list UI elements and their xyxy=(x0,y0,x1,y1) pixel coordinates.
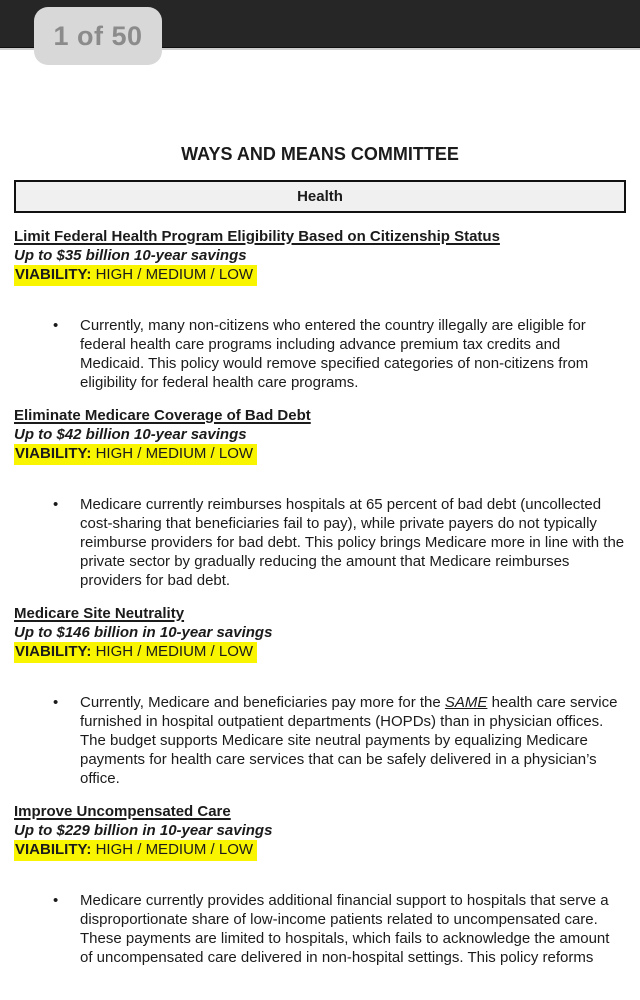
viability-label: VIABILITY: xyxy=(15,643,92,660)
policy-viability xyxy=(14,840,626,861)
policy-bullet xyxy=(14,495,626,590)
policy-viability xyxy=(14,444,626,465)
policy-heading: Improve Uncompensated Care xyxy=(14,803,231,820)
page-indicator-text: 1 of 50 xyxy=(53,20,143,51)
document-page xyxy=(0,143,640,967)
viability-highlight xyxy=(14,642,257,663)
bullet-text-emphasis: SAME xyxy=(444,694,488,711)
document-title: WAYS AND MEANS COMMITTEE xyxy=(181,144,459,164)
policy-savings: Up to $146 billion in 10-year savings xyxy=(14,624,273,641)
bullet-text-post: health care service furnished in hospital outpatient departments (HOPDs) than in physician offices. The budget supports Medicare site neutral payments by equalizing Medicare payments for health care services that can be safely delivered in a physician’s office. xyxy=(80,694,618,787)
policy-item xyxy=(14,604,626,788)
policy-viability xyxy=(14,642,626,663)
viability-label: VIABILITY: xyxy=(15,445,92,462)
policy-item xyxy=(14,406,626,590)
policy-heading: Medicare Site Neutrality xyxy=(14,605,185,622)
policy-bullet xyxy=(14,693,626,788)
viability-label: VIABILITY: xyxy=(15,841,92,858)
bullet-text xyxy=(80,316,626,392)
bullet-text-pre: Currently, many non-citizens who entered the country illegally are eligible for federal health care programs including advance premium tax credits and Medicaid. This policy would remove specified categories of non-citizens from eligibility for federal health care programs. xyxy=(80,317,589,391)
section-header-box xyxy=(14,180,626,213)
policy-bullet xyxy=(14,316,626,392)
policy-item xyxy=(14,802,626,967)
policy-bullet xyxy=(14,891,626,967)
bullet-text-pre: Medicare currently provides additional financial support to hospitals that serve a disproportionate share of low-income patients related to uncompensated care. These payments are limited to hospitals, which fails to acknowledge the amount of uncompensated care delivered in non-hospital settings. This policy reforms xyxy=(80,892,610,966)
viability-label: VIABILITY: xyxy=(15,266,92,283)
policy-savings: Up to $35 billion 10-year savings xyxy=(14,247,247,264)
viability-highlight xyxy=(14,265,257,286)
policy-viability xyxy=(14,265,626,286)
viability-options: HIGH / MEDIUM / LOW xyxy=(95,266,254,283)
bullet-text-pre: Medicare currently reimburses hospitals at 65 percent of bad debt (uncollected cost-sharing that beneficiaries fail to pay), while private payers do not typically reimburse providers for bad debt. This policy brings Medicare more in line with the private sector by gradually reducing the amount that Medicare reimburses providers for bad debt. xyxy=(80,496,625,589)
bullet-icon xyxy=(53,693,80,788)
section-header-label: Health xyxy=(297,188,343,205)
viability-highlight xyxy=(14,444,257,465)
bullet-text xyxy=(80,891,626,967)
bullet-text xyxy=(80,495,626,590)
bullet-text xyxy=(80,693,626,788)
bullet-text-pre: Currently, Medicare and beneficiaries pay more for the xyxy=(80,694,445,711)
policy-item xyxy=(14,227,626,392)
policy-savings: Up to $42 billion 10-year savings xyxy=(14,426,247,443)
viability-options: HIGH / MEDIUM / LOW xyxy=(95,445,254,462)
policy-heading: Limit Federal Health Program Eligibility Based on Citizenship Status xyxy=(14,228,500,245)
bullet-icon xyxy=(53,316,80,392)
policy-heading: Eliminate Medicare Coverage of Bad Debt xyxy=(14,407,311,424)
policy-savings: Up to $229 billion in 10-year savings xyxy=(14,822,273,839)
viewer-toolbar xyxy=(0,0,640,51)
page-indicator-badge xyxy=(34,7,162,65)
bullet-icon xyxy=(53,891,80,967)
viability-options: HIGH / MEDIUM / LOW xyxy=(95,841,254,858)
bullet-icon xyxy=(53,495,80,590)
viability-options: HIGH / MEDIUM / LOW xyxy=(95,643,254,660)
viability-highlight xyxy=(14,840,257,861)
